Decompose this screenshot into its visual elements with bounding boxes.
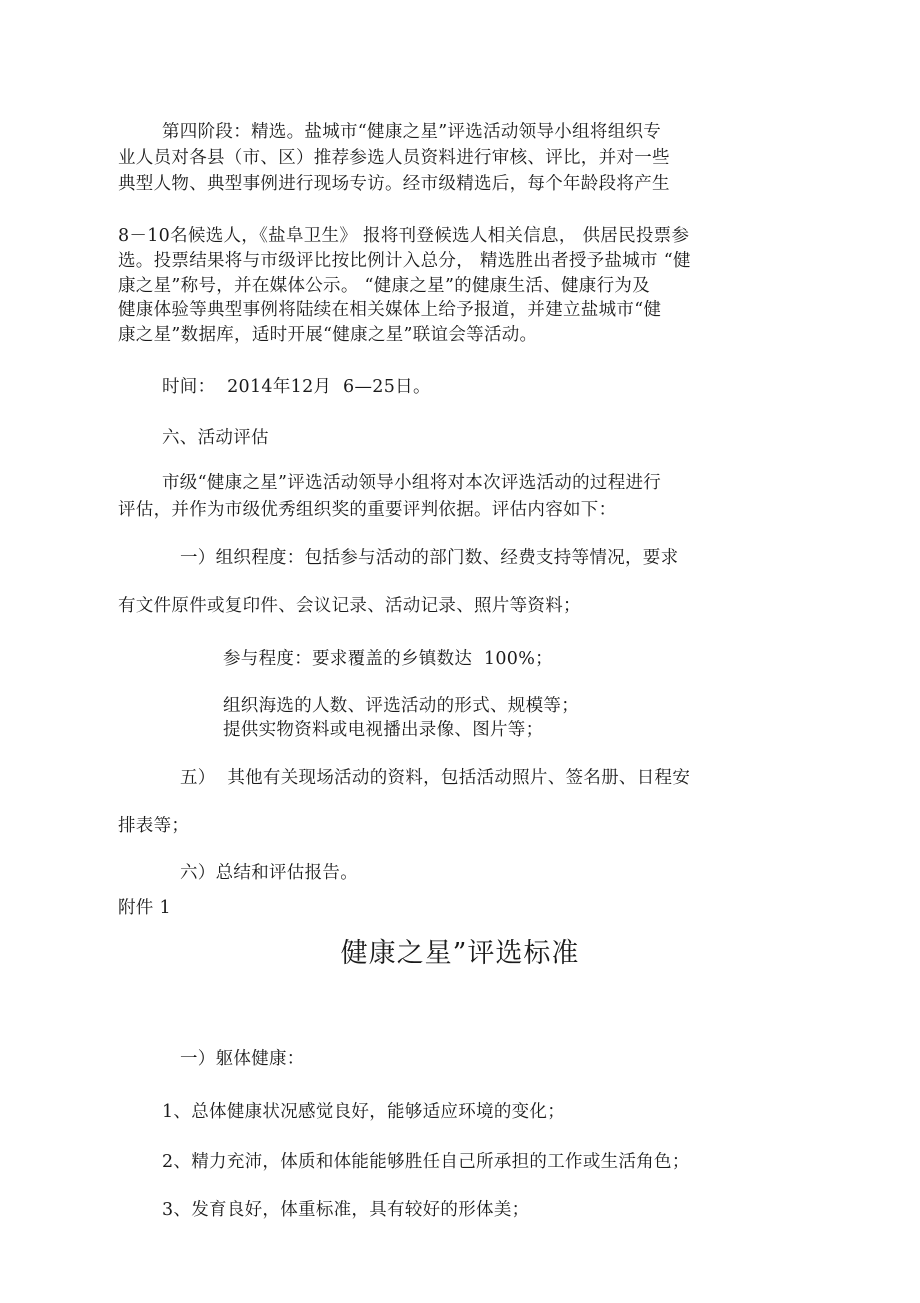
item5-line-2: 排表等； (118, 816, 190, 836)
time-line: 时间： 2014年12月 6—25日。 (162, 377, 431, 397)
criterion-1: 1、总体健康状况感觉良好，能够适应环境的变化； (162, 1102, 566, 1122)
section6-heading: 六、活动评估 (162, 428, 269, 448)
attachment-label: 附件 1 (118, 898, 171, 918)
evaluation-intro-line-1: 市级“健康之星”评选活动领导小组将对本次评选活动的过程进行 (162, 473, 662, 493)
evaluation-intro-line-2: 评估，并作为市级优秀组织奖的重要评判依据。评估内容如下： (118, 500, 617, 520)
item1-line-2: 有文件原件或复印件、会议记录、活动记录、照片等资料； (118, 596, 581, 616)
participation-line: 参与程度：要求覆盖的乡镇数达 100%； (223, 649, 553, 669)
stage4-cont-line-1: 8－10名候选人，《盐阜卫生》 报将刊登候选人相关信息， 供居民投票参 (118, 226, 690, 246)
stage4-cont-line-2: 选。投票结果将与市级评比按比例计入总分， 精选胜出者授予盐城市 “健 (118, 251, 691, 271)
stage4-line-2: 业人员对各县（市、区）推荐参选人员资料进行审核、评比，并对一些 (118, 148, 670, 168)
item5-line-1: 五） 其他有关现场活动的资料，包括活动照片、签名册、日程安 (180, 768, 691, 788)
criterion-2: 2、精力充沛，体质和体能能够胜任自己所承担的工作或生活角色； (162, 1152, 690, 1172)
stage4-cont-line-4: 健康体验等典型事例将陆续在相关媒体上给予报道，并建立盐城市“健 (118, 300, 662, 320)
item6-line: 六）总结和评估报告。 (180, 863, 358, 883)
stage4-cont-line-3: 康之星”称号，并在媒体公示。 “健康之星”的健康生活、健康行为及 (118, 276, 650, 296)
item1-line-1: 一）组织程度：包括参与活动的部门数、经费支持等情况，要求 (180, 548, 679, 568)
stage4-cont-line-5: 康之星”数据库，适时开展“健康之星”联谊会等活动。 (118, 325, 538, 345)
standard-title: 健康之星”评选标准 (340, 938, 580, 969)
stage4-line-3: 典型人物、典型事例进行现场专访。经市级精选后，每个年龄段将产生 (118, 174, 670, 194)
body-health-heading: 一）躯体健康： (180, 1049, 305, 1069)
stage4-line-1: 第四阶段：精选。盐城市“健康之星”评选活动领导小组将组织专 (162, 122, 662, 142)
criterion-3: 3、发育良好，体重标准，具有较好的形体美； (162, 1200, 530, 1220)
sub-item-2: 提供实物资料或电视播出录像、图片等； (223, 720, 544, 740)
sub-item-1: 组织海选的人数、评选活动的形式、规模等； (223, 696, 579, 716)
